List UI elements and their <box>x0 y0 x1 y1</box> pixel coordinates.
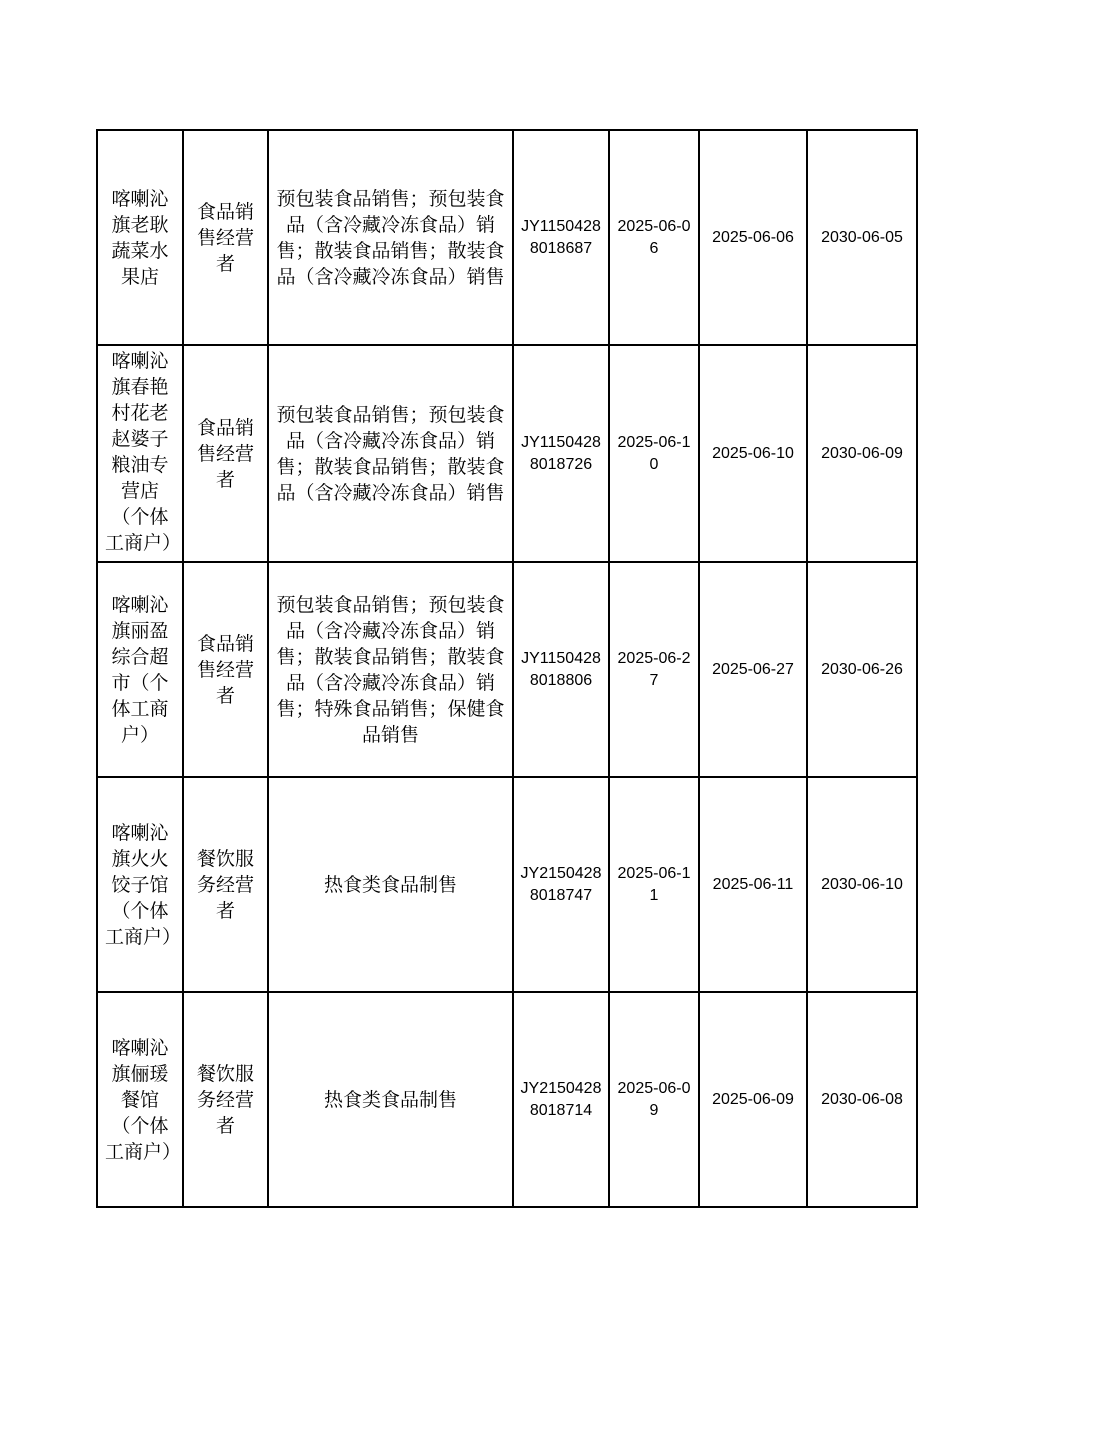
type-cell <box>183 130 268 345</box>
license-cell <box>513 345 609 562</box>
valid-to-cell <box>807 562 917 777</box>
license-number: JY11504288018726 <box>521 433 601 473</box>
issue-date-cell <box>609 992 699 1207</box>
valid-to: 2030-06-05 <box>821 228 903 246</box>
license-cell <box>513 130 609 345</box>
valid-to-cell <box>807 345 917 562</box>
business-name: 喀喇沁旗火火饺子馆（个体工商户） <box>105 821 182 948</box>
business-name: 喀喇沁旗俪瑗餐馆（个体工商户） <box>105 1036 182 1163</box>
license-number: JY21504288018714 <box>520 1079 602 1119</box>
valid-from-cell <box>699 130 807 345</box>
valid-to: 2030-06-26 <box>821 660 903 678</box>
valid-from: 2025-06-10 <box>712 444 794 462</box>
operator-type: 食品销售经营者 <box>196 200 254 275</box>
name-cell <box>97 777 183 992</box>
table-row <box>97 777 917 992</box>
table-row <box>97 130 917 345</box>
license-cell <box>513 562 609 777</box>
issue-date: 2025-06-06 <box>617 217 691 257</box>
operator-type: 餐饮服务经营者 <box>196 1062 254 1137</box>
valid-from: 2025-06-06 <box>712 228 794 246</box>
valid-from-cell <box>699 562 807 777</box>
issue-date-cell <box>609 130 699 345</box>
type-cell <box>183 777 268 992</box>
license-number: JY11504288018806 <box>521 649 601 689</box>
scope-cell <box>268 345 513 562</box>
name-cell <box>97 562 183 777</box>
table-row <box>97 562 917 777</box>
business-scope: 热食类食品制售 <box>323 1088 457 1111</box>
valid-to-cell <box>807 130 917 345</box>
issue-date: 2025-06-10 <box>617 433 691 473</box>
table-row <box>97 345 917 562</box>
business-scope: 预包装食品销售；预包装食品（含冷藏冷冻食品）销售；散装食品销售；散装食品（含冷藏冷冻食品）销售；特殊食品销售；保健食品销售 <box>276 593 505 746</box>
business-scope: 热食类食品制售 <box>323 873 457 896</box>
issue-date-cell <box>609 777 699 992</box>
name-cell <box>97 992 183 1207</box>
valid-from: 2025-06-27 <box>712 660 794 678</box>
valid-to: 2030-06-08 <box>821 1090 903 1108</box>
name-cell <box>97 345 183 562</box>
valid-from-cell <box>699 345 807 562</box>
issue-date-cell <box>609 345 699 562</box>
type-cell <box>183 562 268 777</box>
valid-from: 2025-06-11 <box>712 875 794 893</box>
license-cell <box>513 992 609 1207</box>
name-cell <box>97 130 183 345</box>
license-number: JY11504288018687 <box>521 217 601 257</box>
business-name: 喀喇沁旗老耿蔬菜水果店 <box>111 187 169 288</box>
business-name: 喀喇沁旗丽盈综合超市（个体工商户） <box>111 593 169 746</box>
license-table <box>96 129 918 1208</box>
business-scope: 预包装食品销售；预包装食品（含冷藏冷冻食品）销售；散装食品销售；散装食品（含冷藏冷冻食品）销售 <box>276 187 505 288</box>
scope-cell <box>268 562 513 777</box>
valid-from-cell <box>699 992 807 1207</box>
valid-to: 2030-06-09 <box>821 444 903 462</box>
valid-from-cell <box>699 777 807 992</box>
valid-to-cell <box>807 777 917 992</box>
license-number: JY21504288018747 <box>520 864 602 904</box>
scope-cell <box>268 777 513 992</box>
valid-to: 2030-06-10 <box>821 875 903 893</box>
operator-type: 食品销售经营者 <box>196 632 254 707</box>
scope-cell <box>268 992 513 1207</box>
type-cell <box>183 345 268 562</box>
operator-type: 餐饮服务经营者 <box>196 847 254 922</box>
business-name: 喀喇沁旗春艳村花老赵婆子粮油专营店（个体工商户） <box>105 350 182 554</box>
license-cell <box>513 777 609 992</box>
issue-date: 2025-06-27 <box>617 649 691 689</box>
operator-type: 食品销售经营者 <box>196 416 254 491</box>
valid-from: 2025-06-09 <box>712 1090 794 1108</box>
type-cell <box>183 992 268 1207</box>
table-row <box>97 992 917 1207</box>
issue-date: 2025-06-11 <box>617 864 691 904</box>
issue-date-cell <box>609 562 699 777</box>
valid-to-cell <box>807 992 917 1207</box>
issue-date: 2025-06-09 <box>617 1079 691 1119</box>
scope-cell <box>268 130 513 345</box>
business-scope: 预包装食品销售；预包装食品（含冷藏冷冻食品）销售；散装食品销售；散装食品（含冷藏冷冻食品）销售 <box>276 403 505 504</box>
